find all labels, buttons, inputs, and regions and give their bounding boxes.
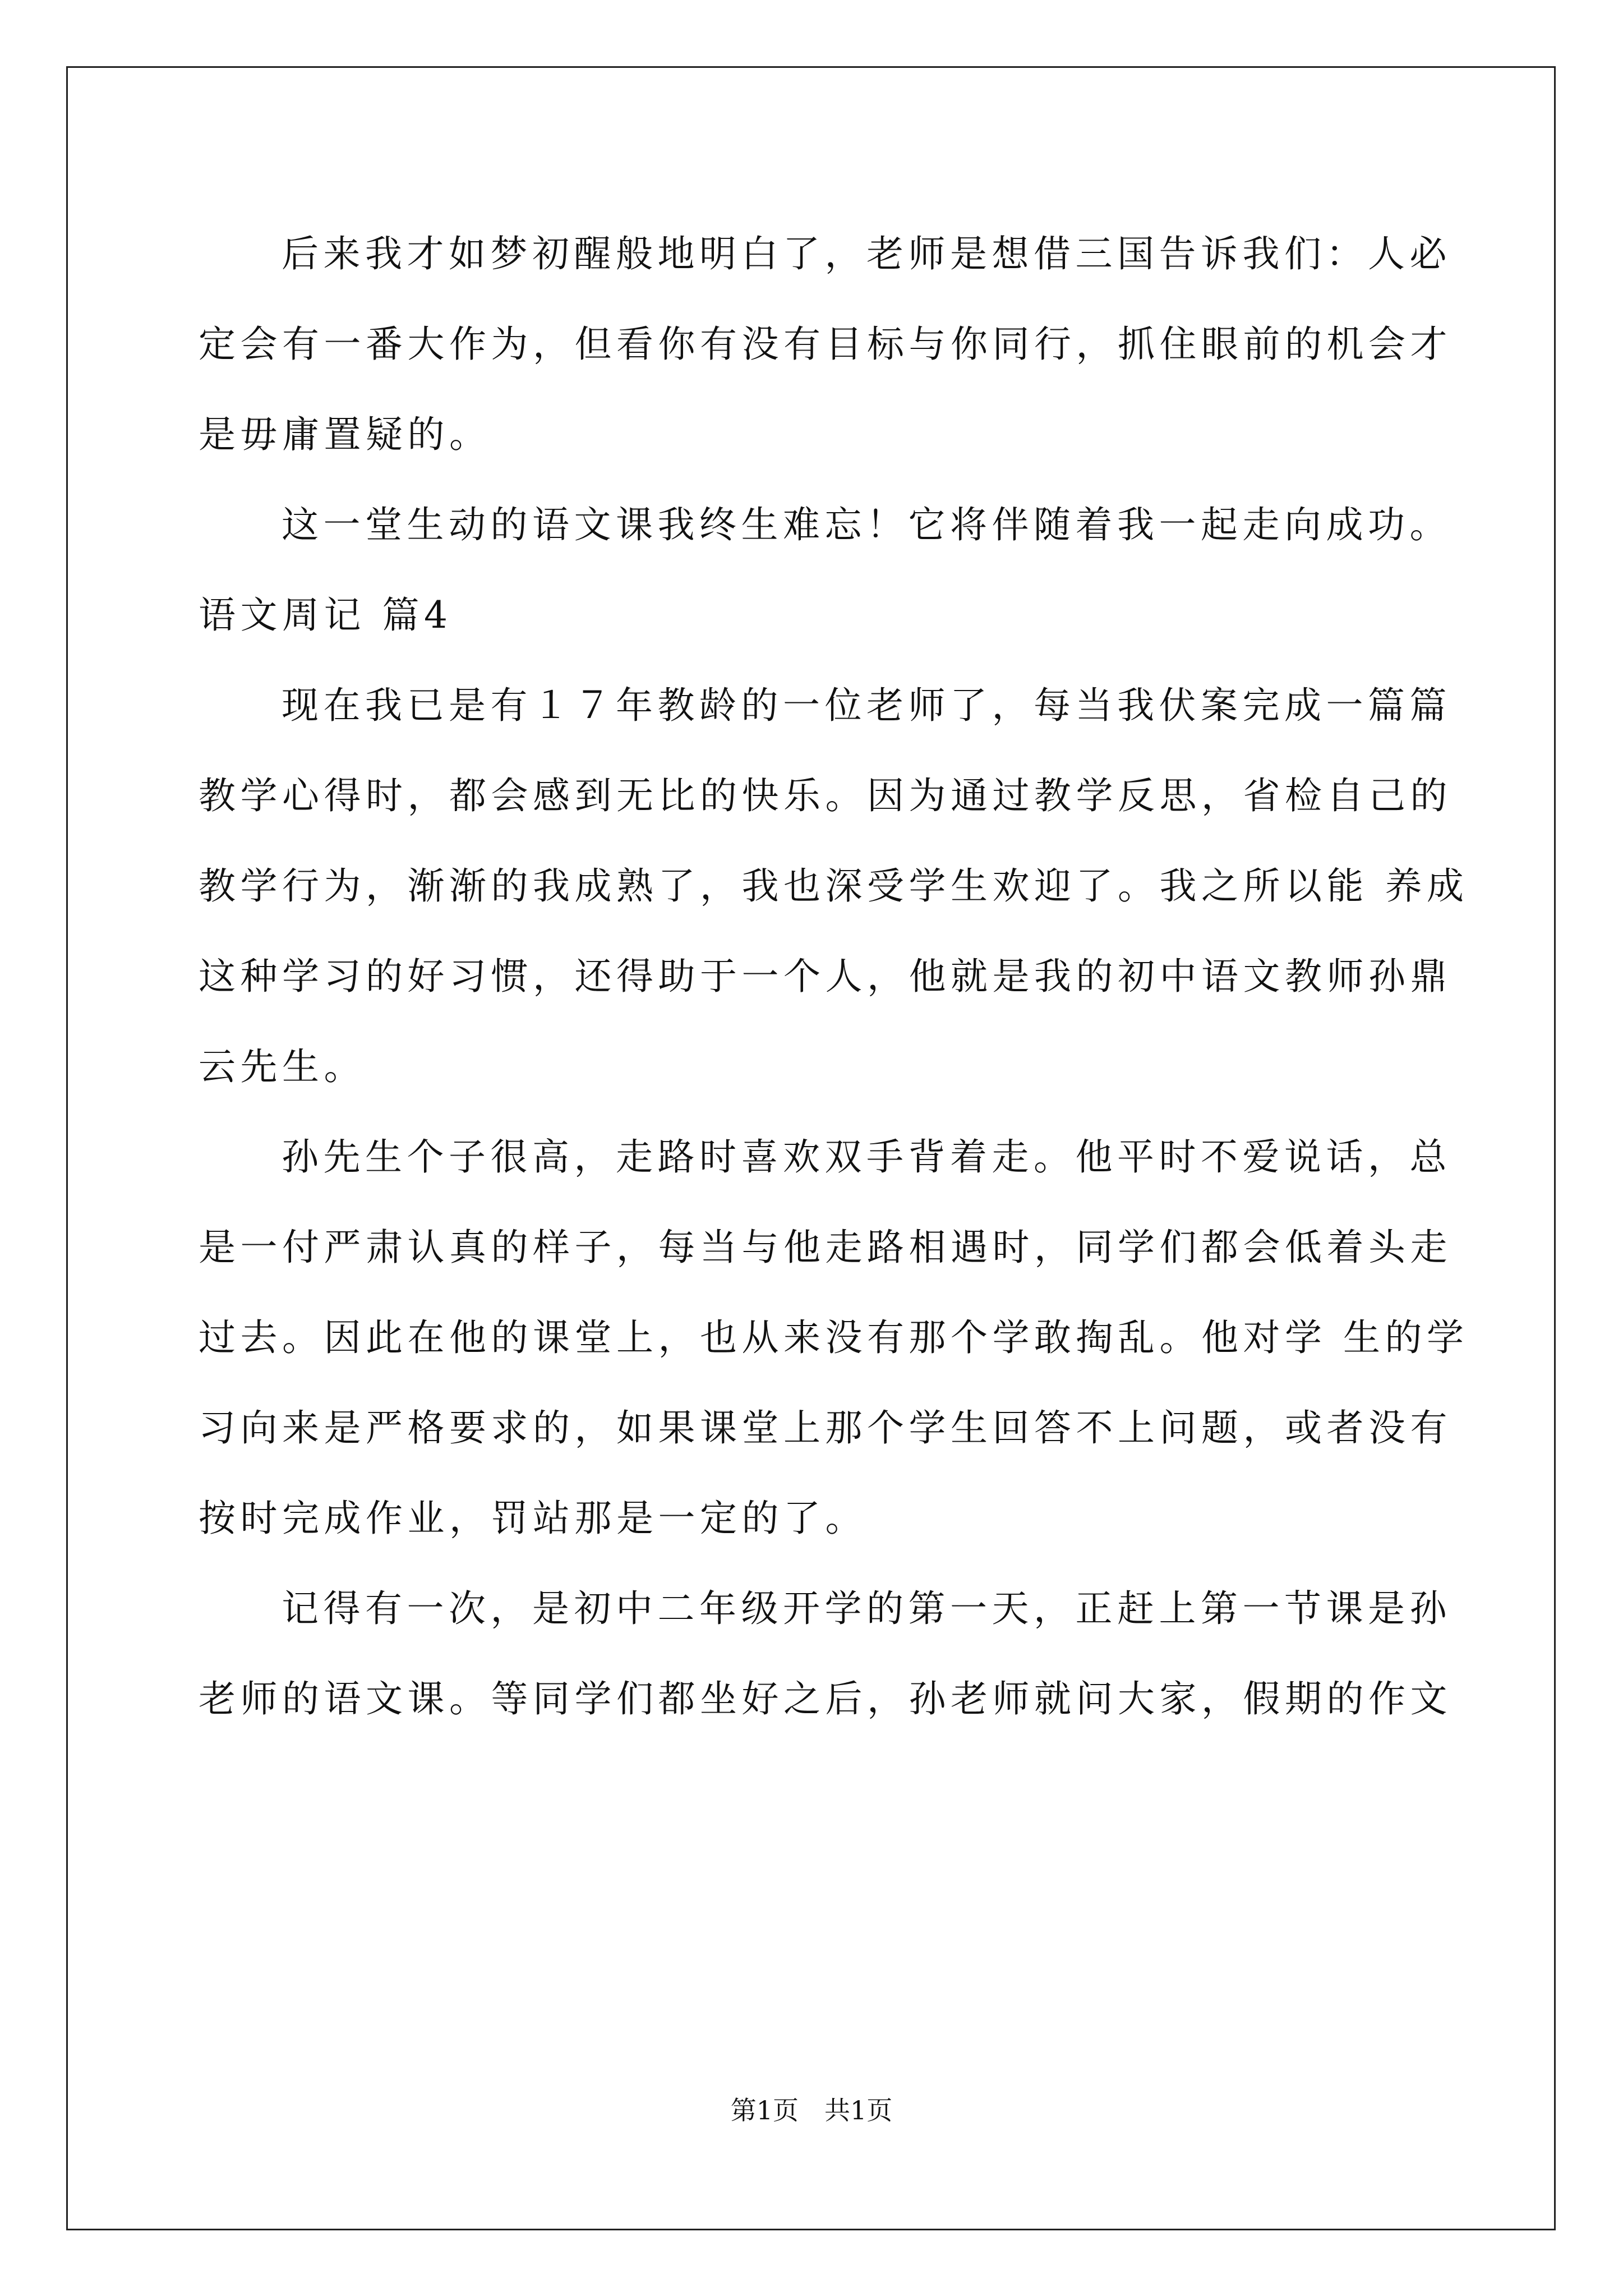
page-footer: 第1页 共1页 <box>730 2095 893 2125</box>
section-heading: 语文周记 篇4 <box>199 593 453 637</box>
paragraph-line: 这种学习的好习惯，还得助于一个人，他就是我的初中语文教师孙鼎 <box>199 955 1452 998</box>
paragraph-line: 定会有一番大作为，但看你有没有目标与你同行，抓住眼前的机会才 <box>199 323 1452 366</box>
paragraph-line: 老师的语文课。等同学们都坐好之后，孙老师就问大家，假期的作文 <box>199 1677 1452 1720</box>
paragraph-line: 按时完成作业，罚站那是一定的了。 <box>199 1497 867 1540</box>
paragraph-line: 是一付严肃认真的样子，每当与他走路相遇时，同学们都会低着头走 <box>199 1226 1452 1269</box>
paragraph-line: 教学行为，渐渐的我成熟了，我也深受学生欢迎了。我之所以能 养成 <box>199 864 1469 908</box>
paragraph-line: 云先生。 <box>199 1045 366 1088</box>
paragraph-line: 孙先生个子很高，走路时喜欢双手背着走。他平时不爱说话，总 <box>282 1135 1451 1179</box>
paragraph-line: 教学心得时，都会感到无比的快乐。因为通过教学反思，省检自己的 <box>199 774 1452 817</box>
paragraph-line: 后来我才如梦初醒般地明白了，老师是想借三国告诉我们：人必 <box>282 232 1451 275</box>
paragraph-line: 这一堂生动的语文课我终生难忘！它将伴随着我一起走向成功。 <box>282 503 1451 546</box>
paragraph-line: 记得有一次，是初中二年级开学的第一天，正赶上第一节课是孙 <box>282 1587 1451 1630</box>
document-body <box>199 209 1469 1744</box>
paragraph-line: 过去。因此在他的课堂上，也从来没有那个学敢掏乱。他对学 生的学 <box>199 1316 1469 1359</box>
paragraph-line: 习向来是严格要求的，如果课堂上那个学生回答不上问题，或者没有 <box>199 1406 1452 1450</box>
paragraph-line: 是毋庸置疑的。 <box>199 413 491 456</box>
paragraph-line: 现在我已是有１７年教龄的一位老师了，每当我伏案完成一篇篇 <box>282 684 1451 727</box>
